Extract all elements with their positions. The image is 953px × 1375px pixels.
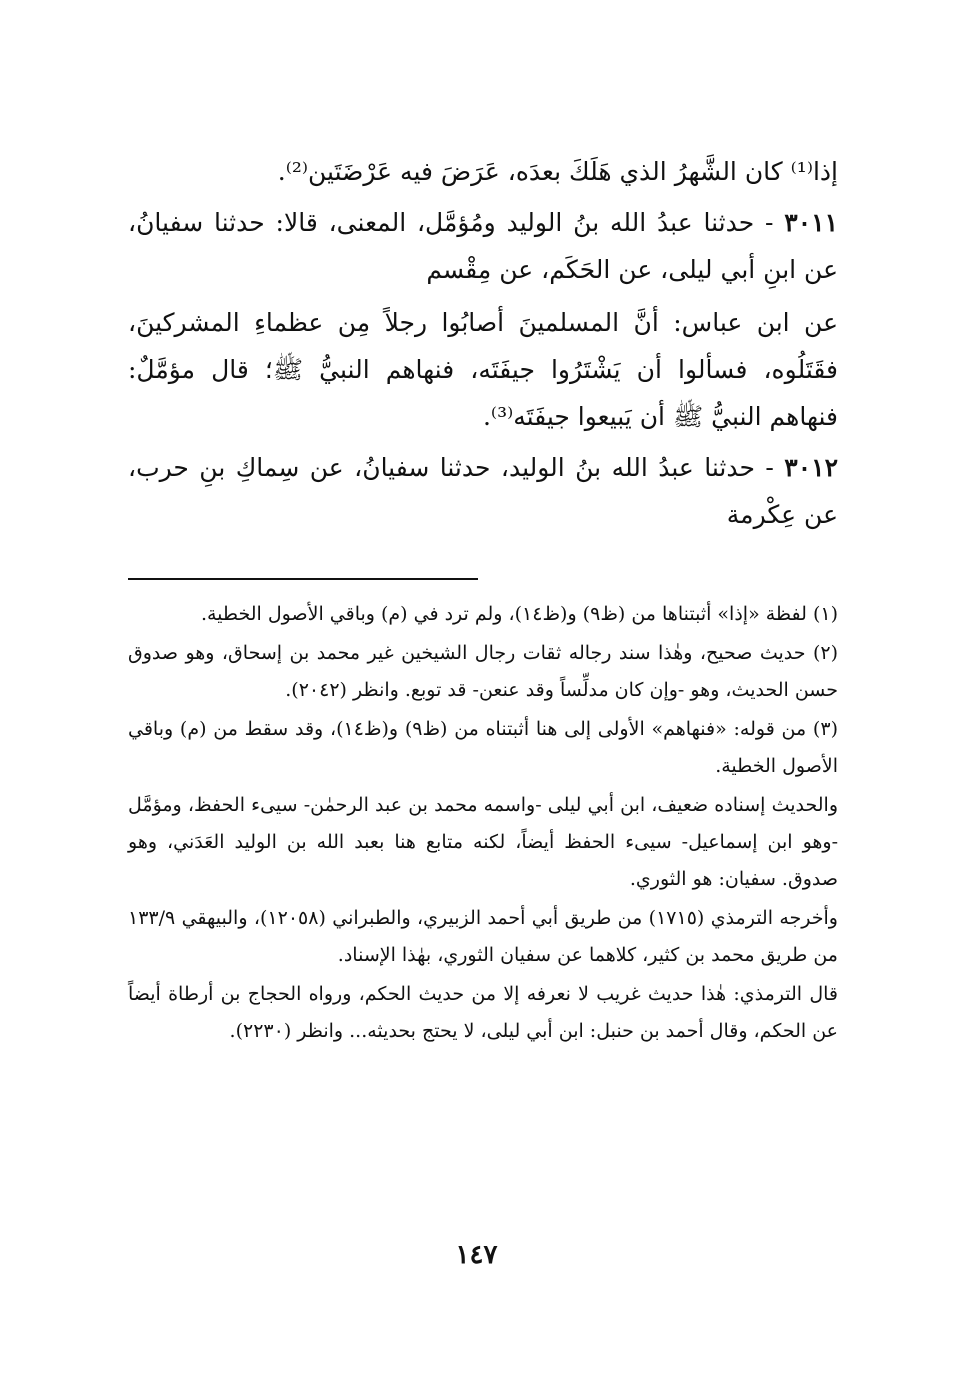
hadith-3011-matn: عن ابن عباس: أنَّ المسلمينَ أصابُوا رجلاً مِن عظماءِ المشركينَ، فقَتَلُوه، فسألوا أن يَشْتَرُوا جيفَتَه، فنهاهم النبيُّ ﷺ؛ قال مؤمَّلٌ: فنهاهم النبيُّ ﷺ أن يَبيعوا جيفَتَه⁽³⁾. [128,308,838,431]
main-text [128,148,838,538]
footnote-3: (٣) من قوله: «فنهاهم» الأولى إلى هنا أثبتناه من (ظ٩) و(ظ١٤)، وقد سقط من (م) وباقي الأصول الخطية. [128,718,838,777]
hadith-isnad: - حدثنا عبدُ الله بنُ الوليد ومُؤمَّل، المعنى، قالا: حدثنا سفيانُ، عن ابنِ أبي ليلى، عن الحَكَم، عن مِقْسم [128,208,838,284]
footnote-3-paragraph: قال الترمذي: هٰذا حديث غريب لا نعرفه إلا من حديث الحكم، ورواه الحجاج بن أرطاة أيضاً عن الحكم، وقال أحمد بن حنبل: ابن أبي ليلى، لا يحتج بحديثه... وانظر (٢٢٣٠). [128,983,838,1042]
footnote-2: (٢) حديث صحيح، وهٰذا سند رجاله ثقات رجال الشيخين غير محمد بن إسحاق، وهو صدوق حسن الحديث، وهو -وإن كان مدلِّساً وقد عنعن- قد توبع. وانظر (٢٠٤٢). [128,642,838,701]
hadith-number: ٣٠١٢ [784,453,838,482]
hadith-number: ٣٠١١ [784,208,838,237]
footnote-separator [128,578,478,580]
footnote-1: (١) لفظة «إذا» أثبتناها من (ظ٩) و(ظ١٤)، ولم ترد في (م) وباقي الأصول الخطية. [200,603,838,625]
footnotes [128,596,838,1050]
hadith-3011-isnad [128,199,838,293]
hadith-isnad: - حدثنا عبدُ الله بنُ الوليد، حدثنا سفيانُ، عن سِماكِ بنِ حرب، عن عِكْرمة [128,453,838,529]
page-body [128,148,838,1050]
carryover-line: إذا⁽¹⁾ كان الشَّهرُ الذي هَلَكَ بعدَه، عَرَضَ فيه عَرْضَتَين⁽²⁾. [277,157,838,186]
footnote-3-paragraph: والحديث إسناده ضعيف، ابن أبي ليلى -واسمه محمد بن عبد الرحمٰن- سيىء الحفظ، ومؤمَّل -وهو ابن إسماعيل- سيىء الحفظ أيضاً، لكنه متابع هنا بعبد الله بن الوليد العَدَني، وهو صدوق. سفيان: هو الثوري. [128,794,838,890]
hadith-3012-isnad [128,444,838,538]
footnote-3-paragraph: وأخرجه الترمذي (١٧١٥) من طريق أبي أحمد الزبيري، والطبراني (١٢٠٥٨)، والبيهقي ١٣٣/٩ من طريق محمد بن كثير، كلاهما عن سفيان الثوري، بهٰذا الإسناد. [128,907,838,966]
page-number: ١٤٧ [455,1240,498,1270]
